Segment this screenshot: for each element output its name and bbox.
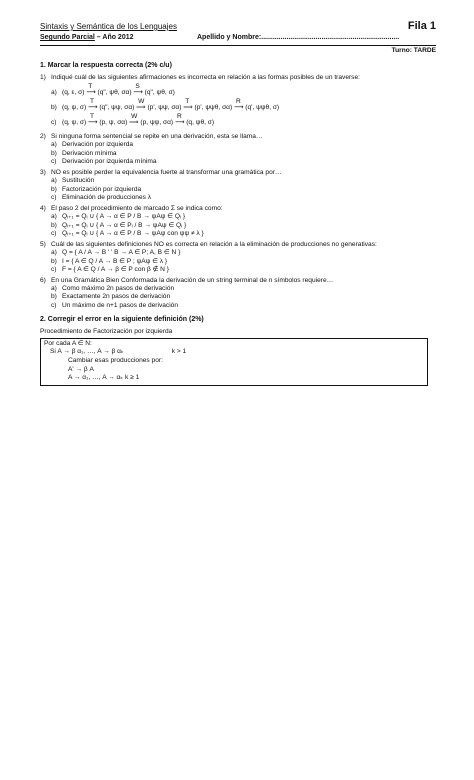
- fila-label: Fila 1: [407, 20, 436, 32]
- option-letter: b): [51, 221, 57, 229]
- option-text: I = { A ∈ Q / A → B ∈ P ; ψAψ ∈ λ }: [62, 257, 168, 265]
- apellido-field: Apellido y Nombre:.......................................................................: [197, 34, 400, 41]
- header-row-2: [40, 34, 436, 44]
- parcial-year: – Año 2012: [94, 34, 134, 41]
- header-divider: [40, 45, 436, 46]
- option-letter: a): [51, 285, 57, 293]
- arrow-label: W: [131, 113, 138, 121]
- question-text: El paso 2 del procedimiento de marcado Σ se indica como:: [51, 205, 223, 213]
- question-text: NO es posible perder la equivalencia fuerte al transformar una gramática por…: [51, 169, 282, 177]
- definition-line: A → α₁, …, A → αₖ k ≥ 1: [68, 374, 140, 382]
- definition-line: A' → β A: [68, 365, 94, 373]
- option-text: Q = { A / A → B ' ' B → A ∈ P; A, B ∈ N }: [62, 249, 181, 257]
- option-letter: a): [51, 89, 57, 97]
- definition-line: Por cada A ∈ N:: [44, 339, 92, 347]
- arrow-label: R: [176, 113, 182, 121]
- parcial-name: Segundo Parcial: [40, 34, 95, 41]
- option-letter: b): [51, 104, 57, 112]
- question-number: 4): [40, 205, 46, 213]
- question-number: 6): [40, 276, 46, 284]
- option-5c: [40, 266, 436, 274]
- derives-arrow: T ⟶: [88, 98, 98, 112]
- option-text: Sustitución: [62, 177, 95, 185]
- derives-arrow: T ⟹: [183, 98, 193, 112]
- option-letter: a): [51, 213, 57, 221]
- section-2-title: 2. Corregir el error en la siguiente definición (2%): [40, 315, 204, 323]
- formula-1a: [62, 83, 175, 98]
- option-2a: [40, 141, 436, 149]
- formula-term: (q, ψθ, σ): [186, 119, 215, 127]
- option-4b: [40, 222, 436, 230]
- question-text: Indiqué cuál de las siguientes afirmaciones es incorrecta en relación a las formas posibles de un traverse:: [51, 73, 360, 81]
- option-3c: [40, 194, 436, 202]
- arrow-label: S: [135, 83, 140, 91]
- header-row-1: [40, 22, 436, 33]
- option-letter: c): [51, 119, 57, 127]
- derives-arrow: T ⟶: [86, 83, 96, 97]
- derives-arrow: S ⟶: [133, 83, 143, 97]
- option-letter: c): [51, 229, 57, 237]
- derives-arrow: R ⟶: [234, 98, 244, 112]
- formula-term: (p', ψψ, σα): [147, 104, 182, 112]
- turno-label: Turno: TARDE: [391, 47, 436, 54]
- definition-line: [44, 348, 424, 357]
- definition-k: k > 1: [171, 348, 187, 356]
- option-letter: a): [51, 141, 57, 149]
- arrow-label: W: [138, 98, 145, 106]
- option-text: Factorización por izquierda: [62, 185, 142, 193]
- derives-arrow: W ⟹: [136, 98, 146, 112]
- option-letter: b): [51, 257, 57, 265]
- parcial-label: [40, 34, 134, 43]
- option-text: Qᵢ₊₁ = Qᵢ ∪ { A → α ∈ Pᵢ / B → ψAψ ∈ Qᵢ }: [62, 221, 187, 229]
- option-letter: a): [51, 177, 57, 185]
- formula-term: (q", ψψ, σα): [99, 104, 135, 112]
- option-2c: [40, 158, 436, 166]
- option-letter: c): [51, 157, 57, 165]
- formula-term: (p, ψψ, σα): [140, 119, 174, 127]
- option-5b: [40, 258, 436, 266]
- formula-1b: [62, 98, 280, 113]
- question-5: [40, 241, 436, 249]
- formula-term: (q, ψ, σ): [62, 119, 87, 127]
- option-text: Derivación por izquierda mínima: [62, 157, 157, 165]
- derives-arrow: R ⟶: [174, 113, 185, 127]
- option-letter: b): [51, 185, 57, 193]
- option-text: Derivación por izquierda: [62, 141, 134, 149]
- definition-box: [40, 338, 428, 386]
- question-4: [40, 205, 436, 213]
- option-2b: [40, 150, 436, 158]
- option-3b: [40, 186, 436, 194]
- question-number: 1): [40, 73, 46, 81]
- option-text: Derivación mínima: [62, 149, 117, 157]
- option-letter: a): [51, 249, 57, 257]
- option-1b: [40, 98, 436, 113]
- option-letter: c): [51, 265, 57, 273]
- derives-arrow: T ⟶: [88, 113, 98, 127]
- arrow-label: T: [185, 98, 190, 106]
- option-3a: [40, 177, 436, 185]
- option-letter: c): [51, 193, 57, 201]
- formula-term: (q", ψθ, σα): [97, 89, 132, 97]
- derives-arrow: W ⟹: [129, 113, 139, 127]
- option-1a: [40, 83, 436, 98]
- question-3: [40, 169, 436, 177]
- question-number: 3): [40, 169, 46, 177]
- question-number: 2): [40, 133, 46, 141]
- option-letter: b): [51, 149, 57, 157]
- question-1: [40, 74, 436, 82]
- option-4a: [40, 213, 436, 221]
- procedure-title: Procedimiento de Factorización por izquierda: [40, 327, 173, 335]
- option-text: Qᵢ₊₁ = Qᵢ ∪ { A → α ∈ P / B → ψAψ ∈ Qᵢ }: [62, 213, 186, 221]
- question-6: [40, 277, 436, 285]
- option-letter: c): [51, 301, 57, 309]
- option-letter: b): [51, 293, 57, 301]
- question-2: [40, 133, 436, 141]
- exam-page: [40, 22, 436, 386]
- option-6c: [40, 302, 436, 310]
- formula-term: (q, ε, σ): [62, 89, 85, 97]
- option-text: F = { A ∈ Q / A → β ∈ P con β ∉ N }: [62, 265, 169, 273]
- arrow-label: R: [236, 98, 241, 106]
- formula-term: (p, ψ, σα): [99, 119, 128, 127]
- option-text: Qᵢ₊₁ = Qᵢ ∪ { A → α ∈ P / B → ψAψ con ψψ ≠ λ }: [62, 229, 204, 237]
- question-text: Cuál de las siguientes definiciones NO es correcta en relación a la eliminación de producciones no generativas:: [51, 241, 377, 249]
- formula-1c: [62, 113, 215, 128]
- arrow-label: T: [90, 113, 95, 121]
- question-text: Si ninguna forma sentencial se repite en una derivación, esta se llama…: [51, 133, 263, 141]
- course-title: Sintaxis y Semántica de los Lenguajes: [40, 22, 177, 31]
- option-1c: [40, 113, 436, 128]
- formula-term: (p', ψψθ, σα): [194, 104, 233, 112]
- option-text: Exactamente 2n pasos de derivación: [62, 293, 171, 301]
- option-6b: [40, 293, 436, 301]
- definition-line: Cambiar esas producciones por:: [68, 357, 163, 365]
- question-number: 5): [40, 241, 46, 249]
- option-5a: [40, 249, 436, 257]
- formula-term: (q', ψψθ, σ): [245, 104, 280, 112]
- arrow-label: T: [90, 98, 95, 106]
- definition-condition: Si A → β α₁, …, A → β αₖ: [50, 348, 124, 356]
- option-text: Un máximo de n+1 pasos de derivación: [62, 301, 179, 309]
- formula-term: (q, ψ, σ): [62, 104, 87, 112]
- arrow-label: T: [88, 83, 93, 91]
- option-text: Como máximo 2n pasos de derivación: [62, 285, 175, 293]
- option-text: Eliminación de producciones λ: [62, 193, 152, 201]
- option-4c: [40, 230, 436, 238]
- question-text: En una Gramática Bien Conformada la derivación de un string terminal de n símbolos requiere…: [51, 276, 334, 284]
- option-6a: [40, 285, 436, 293]
- formula-term: (q", ψθ, σ): [144, 89, 175, 97]
- section-1-title: 1. Marcar la respuesta correcta (2% c/u): [40, 62, 172, 70]
